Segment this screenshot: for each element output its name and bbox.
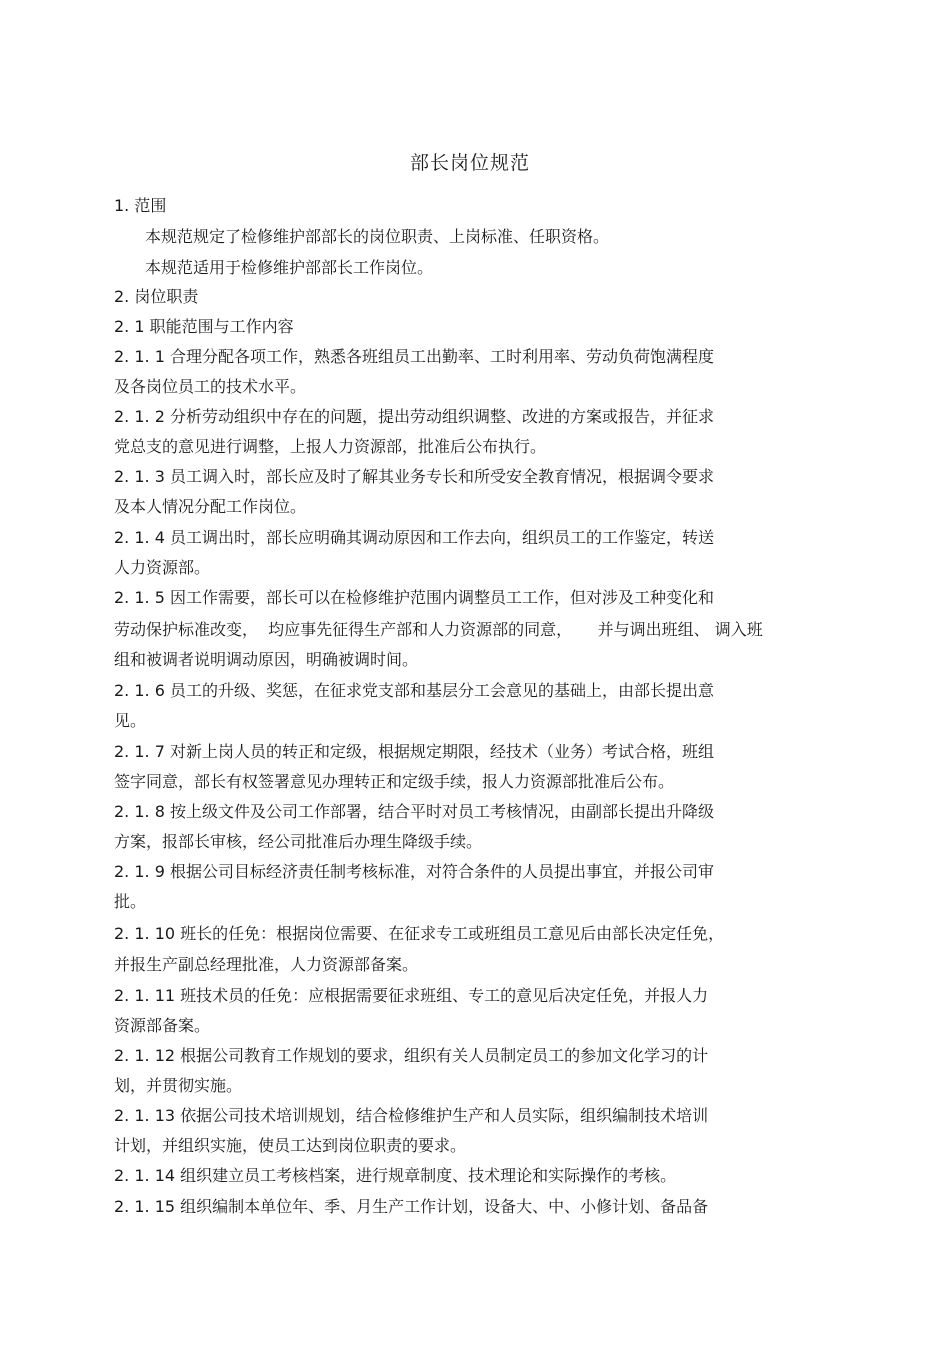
document-title: 部长岗位规范 (409, 152, 530, 174)
subsection-heading: 2. 1 职能范围与工作内容 (114, 317, 294, 336)
section-heading: 2. 岗位职责 (114, 287, 199, 306)
clause-line: 劳动保护标准改变， 均应事先征得生产部和人力资源部的同意， 并与调出班组、 调入班 (114, 620, 763, 639)
clause-line: 2. 1. 3 员工调入时，部长应及时了解其业务专长和所受安全教育情况，根据调令要求 (114, 467, 714, 486)
clause-line: 划，并贯彻实施。 (114, 1076, 243, 1095)
clause-line: 2. 1. 9 根据公司目标经济责任制考核标准，对符合条件的人员提出事宜，并报公司审 (114, 862, 714, 881)
paragraph-line: 本规范规定了检修维护部部长的岗位职责、上岗标准、任职资格。 (145, 227, 610, 246)
clause-line: 2. 1. 15 组织编制本单位年、季、月生产工作计划，设备大、中、小修计划、备品备 (114, 1197, 709, 1216)
clause-line: 2. 1. 4 员工调出时，部长应明确其调动原因和工作去向，组织员工的工作鉴定，转送 (114, 528, 714, 547)
clause-line: 2. 1. 13 依据公司技术培训规划，结合检修维护生产和人员实际，组织编制技术培训 (114, 1106, 709, 1125)
clause-line: 2. 1. 6 员工的升级、奖惩，在征求党支部和基层分工会意见的基础上，由部长提出意 (114, 681, 714, 700)
clause-line: 并报生产副总经理批准，人力资源部备案。 (114, 955, 419, 974)
clause-line: 2. 1. 12 根据公司教育工作规划的要求，组织有关人员制定员工的参加文化学习的计 (114, 1046, 709, 1065)
clause-line: 见。 (114, 711, 147, 730)
clause-line: 2. 1. 7 对新上岗人员的转正和定级，根据规定期限，经技术（业务）考试合格，班组 (114, 742, 714, 761)
clause-line: 2. 1. 1 合理分配各项工作，熟悉各班组员工出勤率、工时利用率、劳动负荷饱满程度 (114, 347, 714, 366)
clause-line: 资源部备案。 (114, 1016, 211, 1035)
clause-line: 2. 1. 10 班长的任免：根据岗位需要、在征求专工或班组员工意见后由部长决定任免， (114, 924, 725, 943)
clause-line: 人力资源部。 (114, 558, 211, 577)
section-heading: 1. 范围 (114, 196, 167, 215)
clause-line: 及本人情况分配工作岗位。 (114, 497, 307, 516)
clause-line: 方案，报部长审核，经公司批准后办理生降级手续。 (114, 832, 483, 851)
clause-line: 党总支的意见进行调整，上报人力资源部，批准后公布执行。 (114, 437, 547, 456)
clause-line: 2. 1. 5 因工作需要，部长可以在检修维护范围内调整员工工作，但对涉及工种变化和 (114, 588, 714, 607)
clause-line: 计划，并组织实施，使员工达到岗位职责的要求。 (114, 1136, 467, 1155)
clause-line: 签字同意，部长有权签署意见办理转正和定级手续，报人力资源部批准后公布。 (114, 772, 675, 791)
clause-line: 批。 (114, 892, 147, 911)
clause-line: 2. 1. 14 组织建立员工考核档案，进行规章制度、技术理论和实际操作的考核。 (114, 1166, 677, 1185)
clause-line: 2. 1. 11 班技术员的任免：应根据需要征求班组、专工的意见后决定任免，并报人力 (114, 986, 709, 1005)
clause-line: 组和被调者说明调动原因，明确被调时间。 (114, 650, 419, 669)
clause-line: 2. 1. 8 按上级文件及公司工作部署，结合平时对员工考核情况，由副部长提出升降级 (114, 802, 714, 821)
clause-line: 及各岗位员工的技术水平。 (114, 377, 307, 396)
clause-line: 2. 1. 2 分析劳动组织中存在的问题，提出劳动组织调整、改进的方案或报告，并征求 (114, 407, 714, 426)
paragraph-line: 本规范适用于检修维护部部长工作岗位。 (145, 258, 434, 277)
